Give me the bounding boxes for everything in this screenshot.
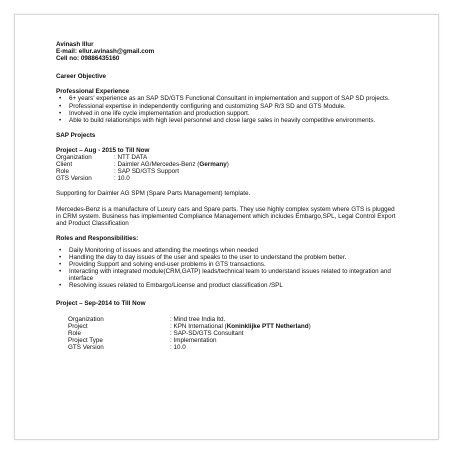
project1-row-gts-version: GTS Version : 10.0 <box>56 175 130 183</box>
bullet-icon: • <box>59 282 62 290</box>
list-item: • Involved in one life cycle implementation and production support. <box>59 109 250 117</box>
project1-row-organization: Organization : NTT DATA <box>56 154 148 162</box>
project2-row-gts-version: GTS Version : 10.0 <box>68 343 186 351</box>
project2-row-organization: Organization : Mind tree India ltd. <box>68 315 226 323</box>
project1-row-client: Client : Daimler AG/Mercedes-Benz ( Germany ) <box>56 161 229 169</box>
list-item: • Professional expertise in independently configuring and customizing SAP R/3 SD and GTS Module. <box>59 102 346 110</box>
project2-row-project-type: Project Type : Implementation <box>68 336 217 344</box>
list-item: • 6+ years' experience as an SAP SD/GTS Functional Consultant in implementation and support of SAP SD projects. <box>59 95 390 103</box>
professional-experience-heading: Professional Experience <box>56 88 130 96</box>
bullet-icon: • <box>59 95 62 103</box>
list-item: • Able to build relationships with high level personnel and close large sales in heavily competitive environments. <box>59 116 376 124</box>
cell-line: Cell no: 09886435160 <box>56 55 120 63</box>
sap-projects-heading: SAP Projects <box>56 131 96 139</box>
list-item: • Daily Monitoring of issues and attending the meetings when needed <box>59 246 259 254</box>
resume-page <box>14 14 439 440</box>
project2-row-project: Project : KPN International ( Koninklijke PTT Netherland ) <box>68 322 311 330</box>
project2-details <box>56 316 406 351</box>
bullet-icon: • <box>59 116 62 124</box>
project1-summary: Supporting for Daimler AG SPM (Spare Parts Management) template. <box>56 190 251 198</box>
roles-list <box>56 247 406 290</box>
resume-content <box>56 41 406 351</box>
roles-heading: Roles and Responsibilities: <box>56 234 139 242</box>
list-item: • Handling the day to day issues of the user and speaks to the user to understand the problem better. <box>59 253 347 261</box>
project2-row-role: Role : SAP-SD/GTS Consultant <box>68 329 244 337</box>
bullet-icon: • <box>59 253 62 261</box>
bullet-icon: • <box>59 109 62 117</box>
email-line: E-mail: ellur.avinash@gmail.com <box>56 48 155 56</box>
bullet-icon: • <box>59 102 62 110</box>
project1-row-role: Role : SAP SD/GTS Support <box>56 168 179 176</box>
list-item: • Providing Support and solving end-user problems in GTS transactions. <box>59 261 266 269</box>
list-item: • Interacting with integrated module(CRM,GATP) leads/technical team to understand issues related to integration and interface <box>59 268 391 283</box>
bullet-icon: • <box>59 246 62 254</box>
professional-experience-list <box>56 95 406 123</box>
project1-description: Mercedes-Benz is a manufacture of Luxury cars and Spare parts. They use highly complex system where GTS is plugged in CRM system. Business has implemented Compliance Management which includes Embargo,SPL, Legal Control Export and Product Classification <box>56 205 396 227</box>
project1-title: Project – Aug - 2015 to Till Now <box>56 146 150 154</box>
bullet-icon: • <box>59 268 62 276</box>
project1-details <box>56 154 406 182</box>
bullet-icon: • <box>59 261 62 269</box>
project2-title: Project – Sep-2014 to Till Now <box>56 300 146 308</box>
candidate-name: Avinash Illur <box>56 41 94 48</box>
career-objective-heading: Career Objective <box>56 73 107 81</box>
list-item: • Resolving issues related to Embargo/License and product classification /SPL <box>59 282 283 290</box>
